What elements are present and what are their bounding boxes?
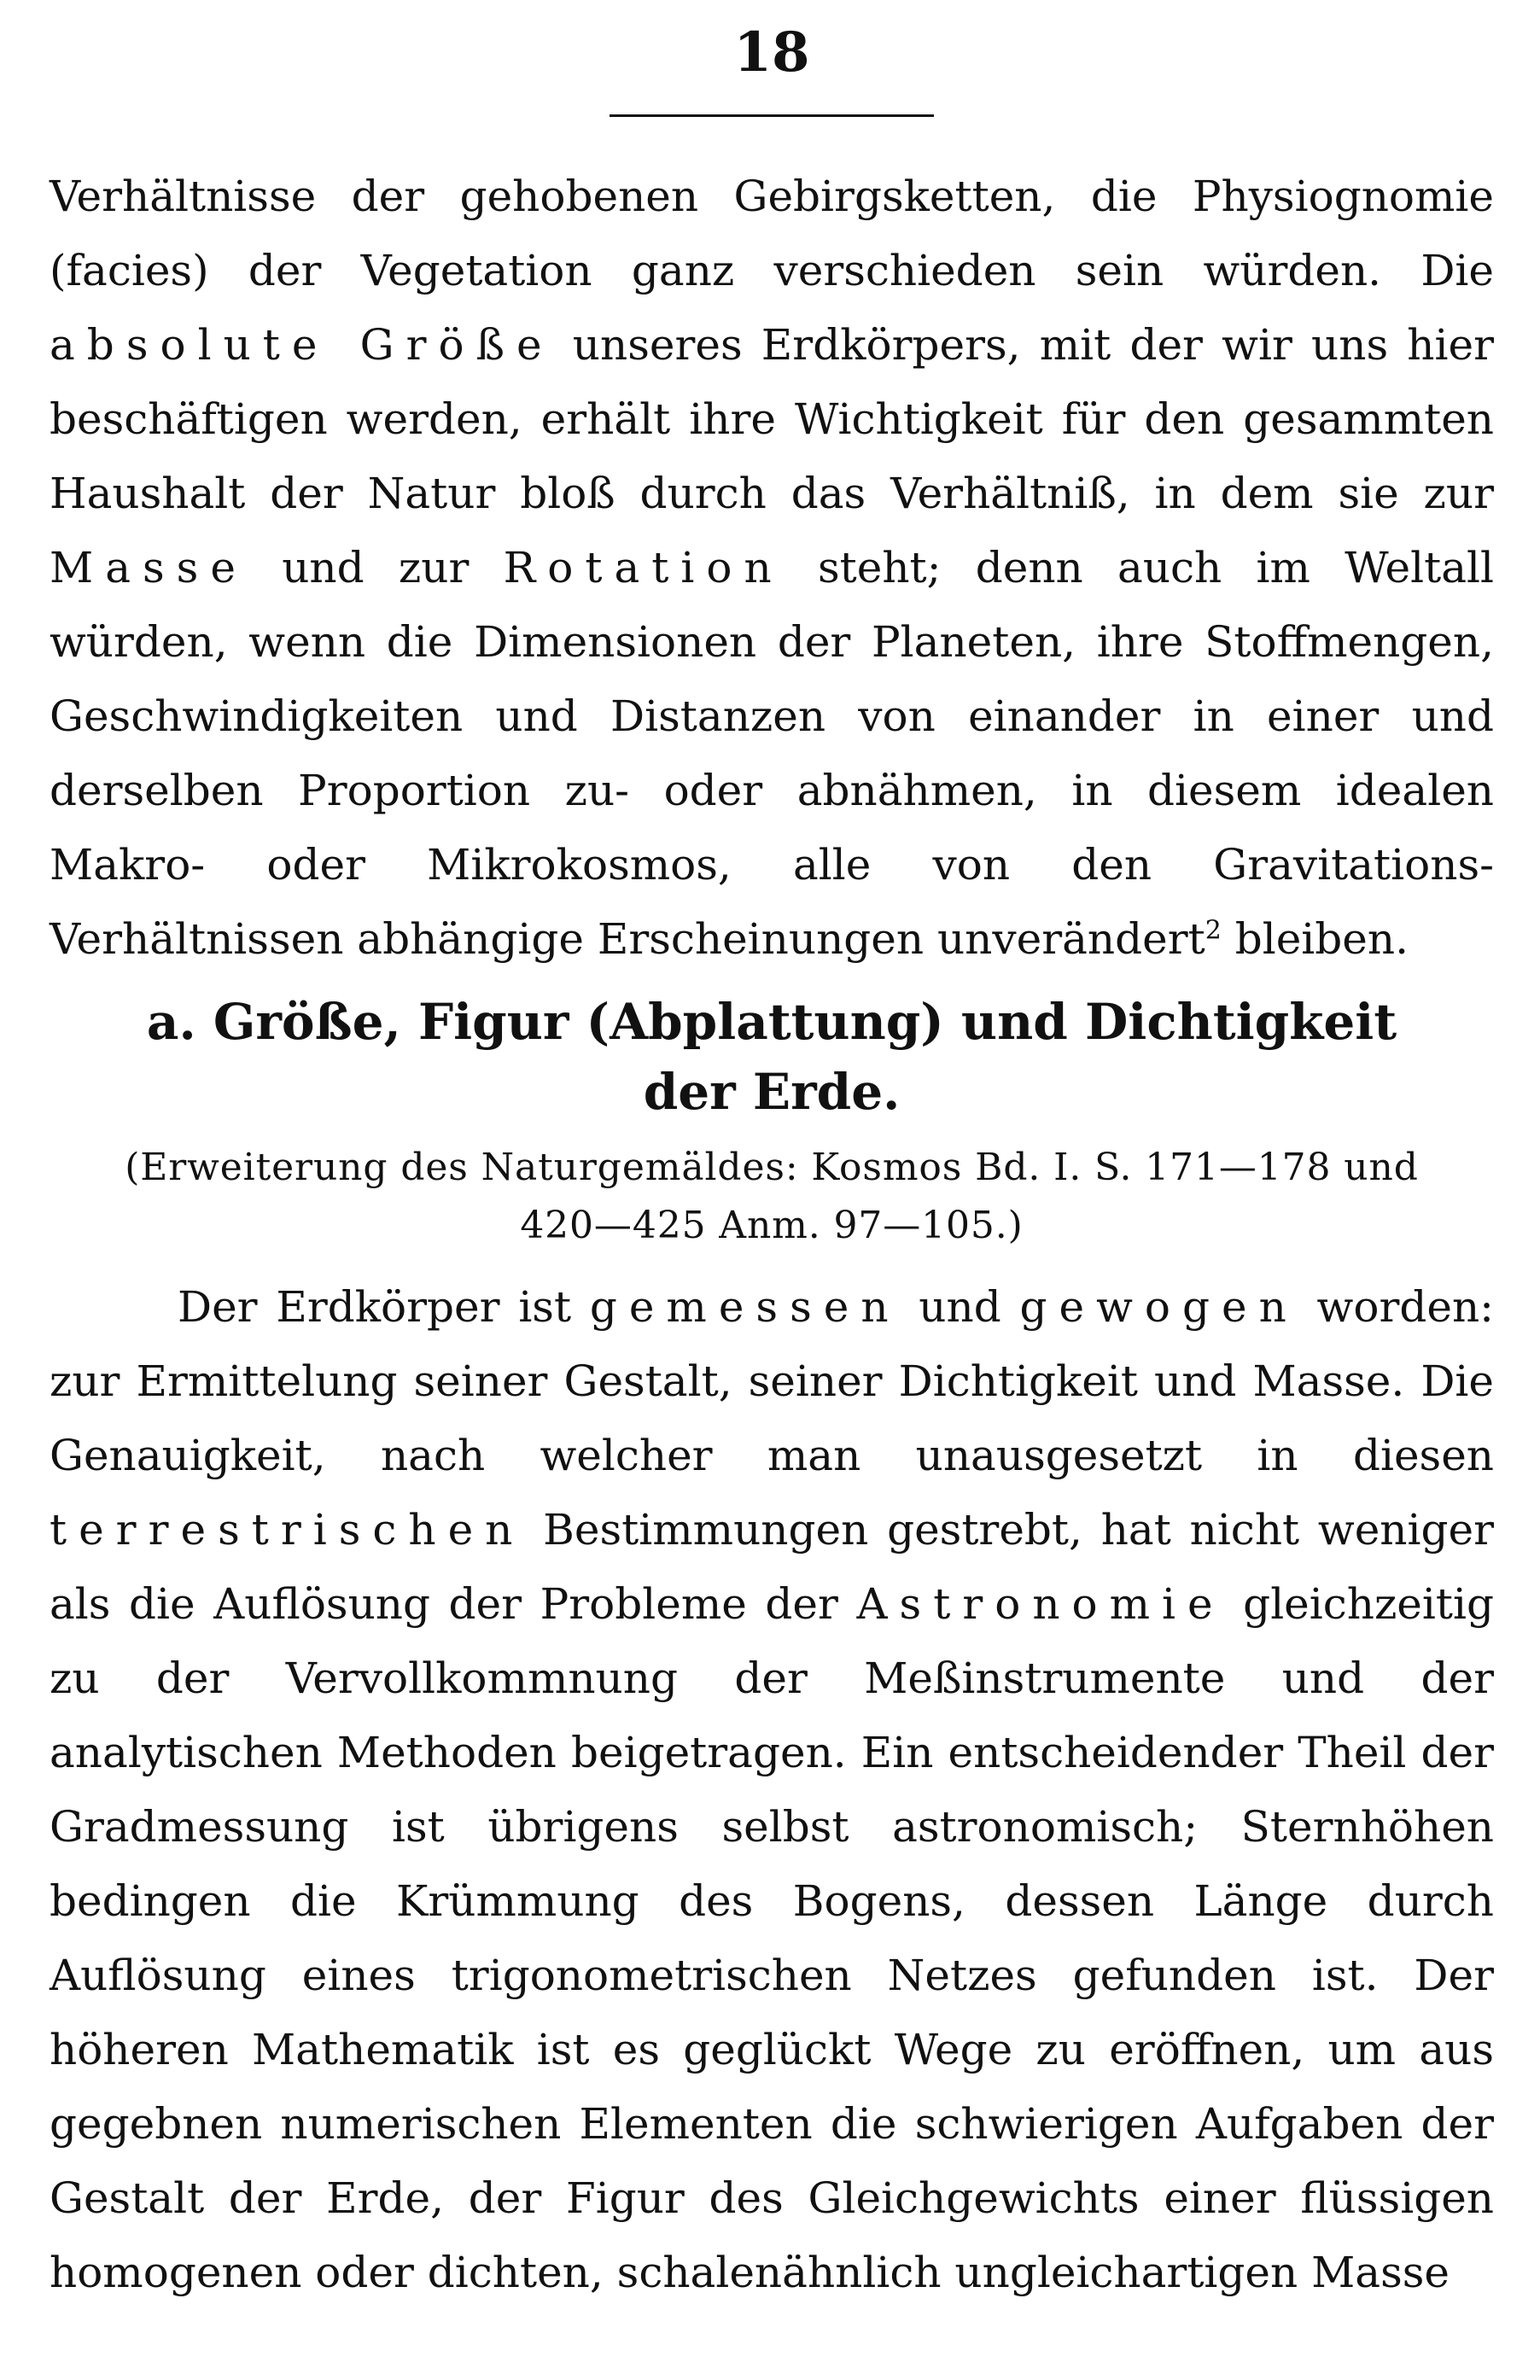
paragraph-2-text-5: gleichzeitig zu der Vervollkommnung der Meßinstrumente und der analytischen Methoden beigetragen. Ein entscheidender Theil der Gradmessung ist übrigens selbst astronomisch; Sternhöhen bedingen die Krümmung des Bogens, dessen Länge durch Auflösung eines trigonometrischen Netzes gefunden ist. Der höheren Mathematik ist es geglückt Wege zu eröffnen, um aus gegebnen numerischen Elementen die schwierigen Aufgaben der Gestalt der Erde, der Figur des Gleichgewichts einer flüssigen homogenen oder dichten, schalenähnlich ungleichartigen Masse [50,1579,1494,2297]
page-number: 18 [733,20,810,85]
paragraph-2-emphasis-1: gemessen [589,1282,901,1332]
section-heading-line-2: der Erde. [643,1063,901,1121]
book-page [50,20,1495,2346]
paragraph-2 [50,1270,1494,2310]
paragraph-2-text-1: Der Erdkörper ist [178,1282,590,1332]
paragraph-2-emphasis-2: gewogen [1019,1282,1298,1332]
paragraph-1-emphasis-2: Masse [50,543,248,592]
section-heading-line-1: a. Größe, Figur (Abplattung) und Dichtigkeit [146,993,1397,1051]
section-reference [50,1139,1494,1255]
header-rule [610,114,934,117]
paragraph-1-text-5: bleiben. [1221,914,1409,964]
paragraph-2-emphasis-3: terrestrischen [50,1505,525,1555]
footnote-marker: 2 [1205,915,1222,946]
paragraph-1-emphasis-3: Rotation [503,543,784,592]
section-reference-line-2: 420—425 Anm. 97—105.) [520,1204,1024,1247]
paragraph-2-emphasis-4: Astronomie [856,1579,1225,1629]
paragraph-2-text-4: Bestimmungen gestrebt, hat nicht weniger als die Auflösung der Probleme der [50,1505,1494,1629]
paragraph-1-emphasis-1: absolute Größe [50,320,554,370]
paragraph-1 [50,160,1494,977]
paragraph-1-text-4: steht; denn auch im Weltall würden, wenn die Dimensionen der Planeten, ihre Stoffmengen, Geschwindigkeiten und Distanzen von einander in einer und derselben Proportion zu- oder abnähmen, in diesem idealen Makro- oder Mikrokosmos, alle von den Gravitations-Verhältnissen abhängige Erscheinungen unverändert [50,543,1494,964]
paragraph-1-text-1: Verhältnisse der gehobenen Gebirgsketten, die Physiognomie (facies) der Vegetation ganz verschieden sein würden. Die [50,172,1494,295]
section-heading [50,987,1494,1127]
section-reference-line-1: (Erweiterung des Naturgemäldes: Kosmos Bd. I. S. 171—178 und [125,1146,1419,1189]
paragraph-2-text-2: und [900,1282,1020,1332]
paragraph-1-text-3: und zur [247,543,504,592]
paragraph-1-text-2: unseres Erdkörpers, mit der wir uns hier beschäftigen werden, erhält ihre Wichtigkeit für den gesammten Haushalt der Natur bloß durch das Verhältniß, in dem sie zur [50,320,1494,518]
paragraph-2-text-3: worden: zur Ermittelung seiner Gestalt, seiner Dichtigkeit und Masse. Die Genauigkeit, nach welcher man unausgesetzt in diesen [50,1282,1495,1480]
